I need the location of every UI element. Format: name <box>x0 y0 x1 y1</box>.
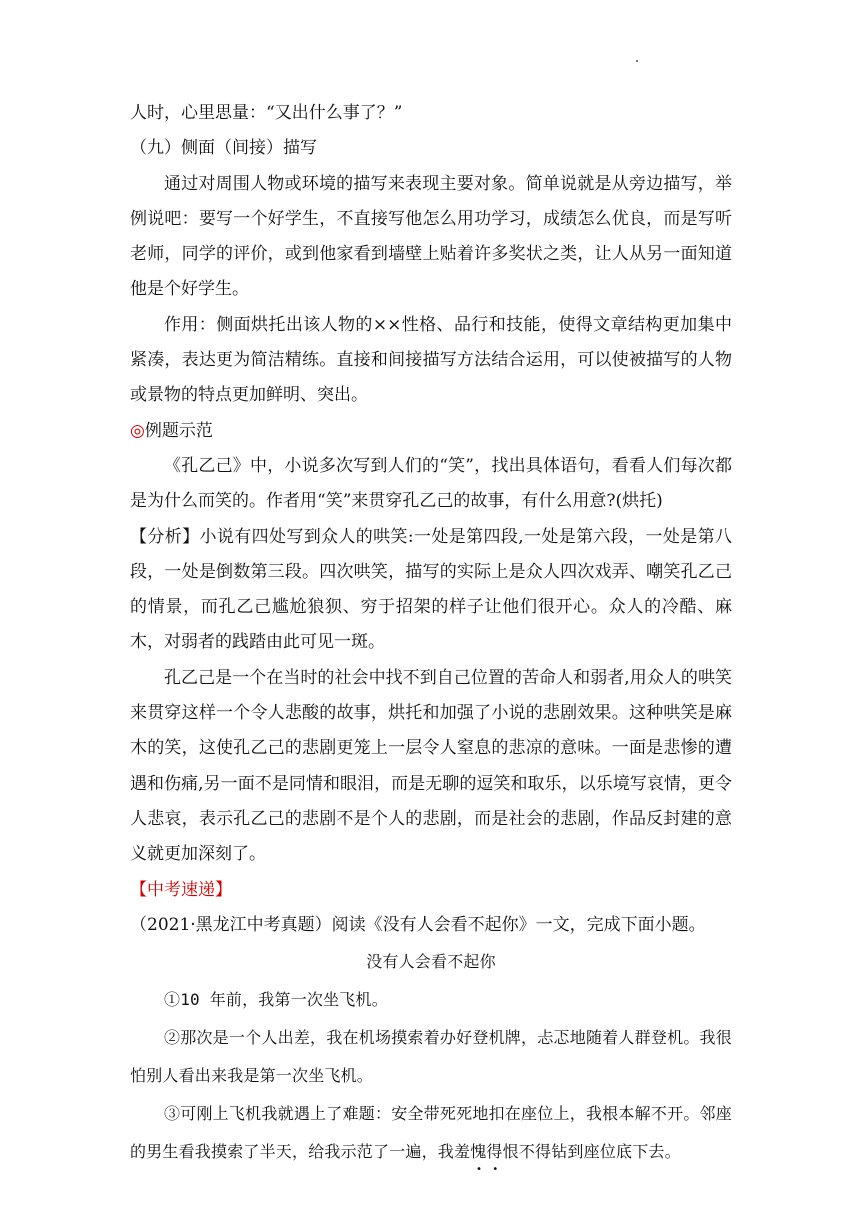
document-content <box>130 96 732 1171</box>
para-side-definition: 通过对周围人物或环境的描写来表现主要对象。简单说就是从旁边描写，举例说吧：要写一个好学生，不直接写他怎么用功学习，成绩怎么优良，而是写听老师，同学的评价，或到他家看到墙壁上贴着许多奖状之类，让人从另一面知道他是个好学生。 <box>130 173 732 300</box>
story-para-1: ①10 年前，我第一次坐飞机。 <box>164 990 388 1010</box>
para-example-question: 《孔乙己》中，小说多次写到人们的“笑”，找出具体语句，看看人们每次都是为什么而笑的。作者用“笑”来贯穿孔乙己的故事，有什么用意?(烘托) <box>130 455 732 512</box>
emphasis-char-1: 羞 <box>454 1142 471 1162</box>
example-heading: ◎例题示范 <box>130 420 213 441</box>
analysis-label: 【分析】 <box>130 526 200 547</box>
para-side-function: 作用：侧面烘托出该人物的××性格、品行和技能，使得文章结构更加集中紧凑，表达更为简洁精练。直接和间接描写方法结合运用，可以使被描写的人物或景物的特点更加鲜明、突出。 <box>130 314 732 406</box>
para-analysis-continued: 孔乙己是一个在当时的社会中找不到自己位置的苦命人和弱者,用众人的哄笑来贯穿这样一个令人悲酸的故事，烘托和加强了小说的悲剧效果。这种哄笑是麻木的笑，这使孔乙己的悲剧更笼上一层令人窒息的悲凉的意味。一面是悲惨的遭遇和伤痛,另一面不是同情和眼泪，而是无聊的逗笑和取乐，以乐境写哀情，更令人悲哀，表示孔乙己的悲剧不是个人的悲剧，而是社会的悲剧，作品反封建的意义就更加深刻了。 <box>130 667 732 865</box>
circle-mark-icon: ◎ <box>130 420 145 441</box>
story-title: 没有人会看不起你 <box>366 952 496 972</box>
para-continuation: 人时，心里思量：“又出什么事了？” <box>130 103 403 123</box>
para-analysis: 【分析】小说有四处写到众人的哄笑:一处是第四段,一处是第六段，一处是第八段，一处是倒数第三段。四次哄笑，描写的实际上是众人四次戏弄、嘲笑孔乙己的情景，而孔乙己尴尬狼狈、穷于招架的样子让他们很开心。众人的冷酷、麻木，对弱者的践踏由此可见一斑。 <box>130 526 733 653</box>
emphasis-char-2: 愧 <box>470 1142 487 1162</box>
exam-source-line: （2021·黑龙江中考真题）阅读《没有人会看不起你》一文，完成下面小题。 <box>130 914 706 935</box>
section-heading-side-description: （九）侧面（间接）描写 <box>130 138 317 159</box>
header-dot <box>636 60 638 62</box>
section-heading-exam: 【中考速递】 <box>130 879 232 900</box>
story-para-3: ③可刚上飞机我就遇上了难题：安全带死死地扣在座位上，我根本解不开。邻座的男生看我摸索了半天，给我示范了一遍，我羞愧得恨不得钻到座位底下去。 <box>130 1104 732 1162</box>
story-para-2: ②那次是一个人出差，我在机场摸索着办好登机牌，忐忑地随着人群登机。我很怕别人看出来我是第一次坐飞机。 <box>130 1028 732 1086</box>
